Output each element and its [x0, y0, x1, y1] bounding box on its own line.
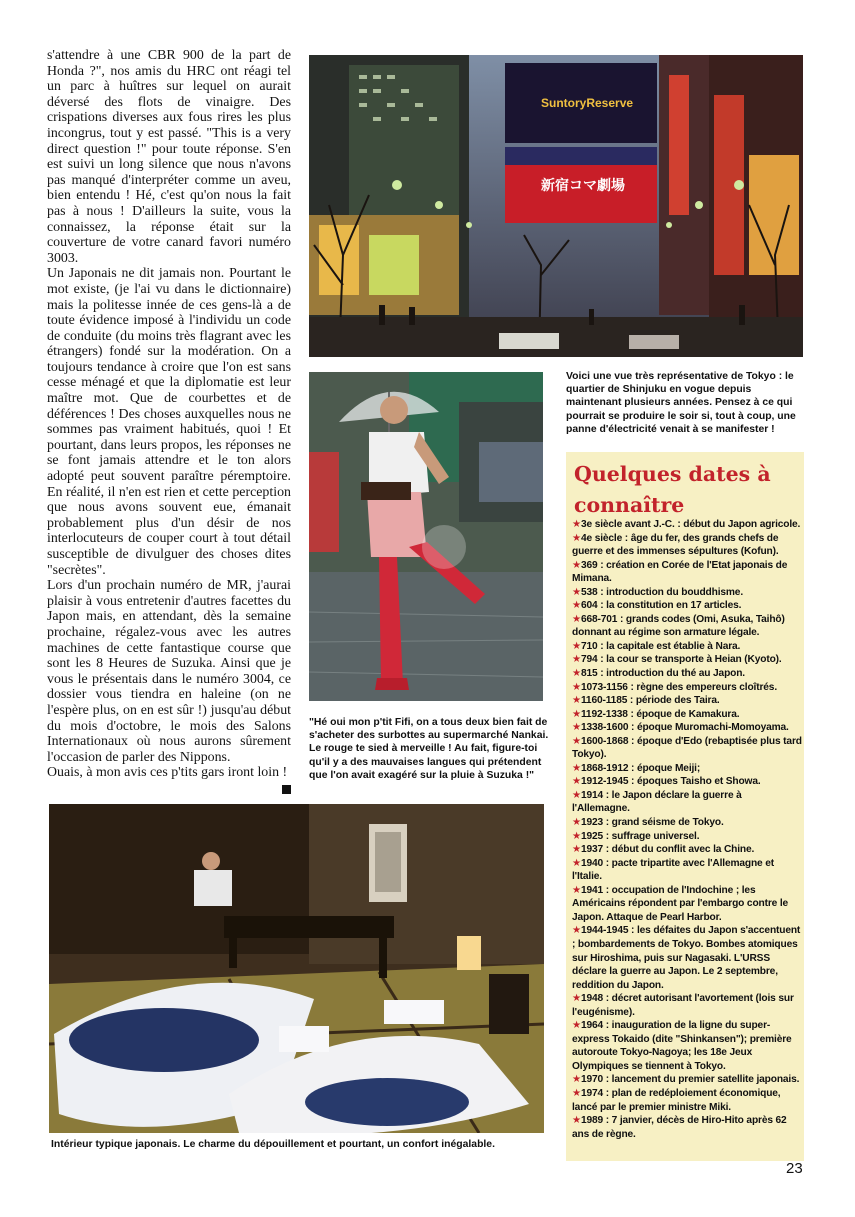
star-icon: ★ [572, 722, 581, 734]
date-entry [572, 1087, 802, 1114]
date-entry [572, 681, 802, 695]
star-icon: ★ [572, 532, 581, 544]
star-icon: ★ [572, 640, 581, 652]
date-entry-text: 794 : la cour se transporte à Heian (Kyoto). [580, 654, 782, 666]
article-paragraph: s'attendre à une CBR 900 de la part de Honda ?", nos amis du HRC ont réagi tel un parc à huîtres sur lequel on aurait déversé des flots de vinaigre. Des crispations diverses aux fous rires les plus incongrus, tout y est passé. "This is a very direct question !" pour toute réponse. S'en est suivi un long silence que nous n'avons pas manqué d'interpréter comme un aveu, bien entendu ! Hé, c'est qu'on nous la fait pas à nous ! D'ailleurs la suite, vous la connaissez, la réponse était sur la couverture de votre canard favori numéro 3003. [47, 48, 291, 266]
date-entry-text: 815 : introduction du thé au Japon. [580, 668, 745, 680]
date-entry-text: 1914 : le Japon déclare la guerre à l'Allemagne. [572, 789, 742, 815]
date-entry-text: 1940 : pacte tripartite avec l'Allemagne et l'Italie. [572, 857, 775, 883]
date-entry [572, 843, 802, 857]
end-mark [282, 785, 291, 794]
article-column [47, 48, 291, 794]
star-icon: ★ [572, 1074, 581, 1086]
shinjuku-caption: Voici une vue très représentative de Tokyo : le quartier de Shinjuku en vogue depuis maintenant plusieurs années. Pensez à ce qui pourrait se produire le soir si, tout à coup, une panne d'électricité venait à se manifester ! [566, 371, 796, 435]
star-icon: ★ [572, 1087, 581, 1099]
date-entry [572, 830, 802, 844]
date-entry [572, 816, 802, 830]
date-entry-text: 668-701 : grands codes (Omi, Asuka, Taihô) donnant au régime son armature légale. [572, 613, 785, 639]
date-entry [572, 586, 802, 600]
shinjuku-photo [309, 55, 803, 357]
star-icon: ★ [572, 519, 581, 530]
star-icon: ★ [572, 654, 581, 666]
dates-title: Quelques dates à connaître [574, 462, 771, 517]
date-entry-text: 1989 : 7 janvier, décès de Hiro-Hito après 62 ans de règne. [572, 1115, 787, 1140]
star-icon: ★ [572, 695, 581, 707]
date-entry-text: 1941 : occupation de l'Indochine ; les Américains répondent par l'embargo contre le Japon. Attaque de Pearl Harbor. [572, 884, 789, 923]
date-entry-text: 1944-1945 : les défaites du Japon s'accentuent ; bombardements de Tokyo. Bombes atomiques sur Hiroshima, puis sur Nagasaki. L'URSS déclare la guerre au Japon. Le 2 septembre, reddition du Japon. [572, 925, 801, 991]
date-entry [572, 613, 802, 640]
star-icon: ★ [572, 857, 581, 869]
date-entry-text: 1923 : grand séisme de Tokyo. [580, 817, 724, 829]
star-icon: ★ [572, 586, 581, 598]
star-icon: ★ [572, 762, 581, 774]
star-icon: ★ [572, 844, 581, 856]
date-entry [572, 735, 802, 762]
rain-caption: "Hé oui mon p'tit Fifi, on a tous deux bien fait de s'acheter des surbottes au supermarché Nankai. Le rouge te sied à merveille ! Au fait, figure-toi qu'il y a des mauvaises langues qui prétendent que l'on avait exagéré sur la pluie à Suzuka !" [309, 717, 549, 781]
man-in-rain-image [309, 372, 543, 701]
date-entry [572, 992, 802, 1019]
date-entry [572, 694, 802, 708]
date-entry-text: 1964 : inauguration de la ligne du super-express Tokaido (dite "Shinkansen"); première autoroute Tokyo-Nagoya; les 18e Jeux Olympiques se tiennent à Tokyo. [572, 1020, 792, 1072]
date-entry [572, 653, 802, 667]
interior-photo [49, 804, 544, 1133]
star-icon: ★ [572, 830, 581, 842]
japanese-room-image [49, 804, 544, 1133]
date-entry-text: 1192-1338 : époque de Kamakura. [580, 708, 740, 720]
star-icon: ★ [572, 789, 581, 801]
date-entry-text: 1868-1912 : époque Meiji; [580, 762, 701, 774]
date-entry [572, 559, 802, 586]
star-icon: ★ [572, 681, 581, 693]
star-icon: ★ [572, 776, 581, 788]
date-entry [572, 884, 802, 925]
star-icon: ★ [572, 613, 581, 625]
date-entry [572, 924, 802, 992]
date-entry-text: 1160-1185 : période des Taira. [580, 695, 720, 707]
page-number: 23 [786, 1160, 803, 1177]
date-entry-text: 1925 : suffrage universel. [580, 830, 700, 842]
star-icon: ★ [572, 1020, 581, 1032]
date-entry [572, 708, 802, 722]
article-paragraph: Un Japonais ne dit jamais non. Pourtant le mot existe, (je l'ai vu dans le dictionnaire) mais la politesse innée de ces gens-là a de toute évidence imposé à l'individu un code de conduite (du moins très flagrant avec les étrangers) fondé sur la modération. On a toujours tendance à croire que l'on est sans cesse ménagé et que la diplomatie est leur maître mot. Que de courbettes et de déférences ! Des choses auxquelles nous ne sommes pas vraiment habitués, quoi ! Et pourtant, dans leurs propos, les réponses ne se font jamais attendre et le ton alors adopté peut souvent paraître péremptoire. En réalité, il n'en est rien et cette perception que nous avons souvent eue, émanait probablement plus d'un désir de nos interlocuteurs de couper court à tout détail susceptible de divulguer des choses dites "secrètes". [47, 266, 291, 578]
date-entry-text: 4e siècle : âge du fer, des grands chefs de guerre et des immenses sépultures (Kofun). [572, 532, 779, 558]
billboard-text: SuntoryReserve [541, 96, 634, 110]
date-entry [572, 1019, 802, 1073]
interior-caption: Intérieur typique japonais. Le charme du dépouillement et pourtant, un confort inégalable. [51, 1139, 495, 1150]
star-icon: ★ [572, 600, 581, 612]
article-paragraph-last: Ouais, à mon avis ces p'tits gars iront loin ! [47, 765, 291, 781]
date-entry [572, 667, 802, 681]
star-icon: ★ [572, 559, 581, 571]
date-entry-text: 1937 : début du conflit avec la Chine. [580, 844, 755, 856]
date-entry [572, 1073, 802, 1087]
date-entry [572, 789, 802, 816]
date-entry-text: 604 : la constitution en 17 articles. [580, 600, 742, 612]
date-entry-text: 538 : introduction du bouddhisme. [580, 586, 743, 598]
date-entry-text: 369 : création en Corée de l'Etat japonais de Mimana. [572, 559, 788, 585]
date-entry [572, 599, 802, 613]
date-entry [572, 518, 802, 532]
dates-list [572, 518, 802, 1141]
star-icon: ★ [572, 884, 581, 896]
star-icon: ★ [572, 708, 581, 720]
star-icon: ★ [572, 925, 581, 937]
date-entry-text: 1948 : décret autorisant l'avortement (lois sur l'eugénisme). [572, 993, 794, 1018]
article-paragraph: Lors d'un prochain numéro de MR, j'aurai plaisir à vous entretenir d'autres facettes du Japon mais, en attendant, dès la semaine prochaine, régalez-vous avec les autres machines de cette fantastique course que sont les 8 Heures de Suzuka. Ainsi que je vous le présentais dans le numéro 3004, ce dossier vous tiendra en haleine (on ne l'espère plus, on en est sûr !) jusqu'au début du mois d'octobre, le mois des Salons Internationaux où nous aurons sûrement l'occasion de parler des Nippons. [47, 578, 291, 765]
date-entry-text: 1600-1868 : époque d'Edo (rebaptisée plus tard Tokyo). [572, 735, 802, 761]
date-entry [572, 857, 802, 884]
date-entry [572, 640, 802, 654]
rain-photo [309, 372, 543, 701]
star-icon: ★ [572, 993, 581, 1005]
star-icon: ★ [572, 668, 581, 680]
date-entry [572, 762, 802, 776]
date-entry [572, 532, 802, 559]
date-entry-text: 1073-1156 : règne des empereurs cloîtrés. [580, 681, 777, 693]
date-entry-text: 3e siècle avant J.-C. : début du Japon agricole. [580, 519, 801, 530]
date-entry-text: 710 : la capitale est établie à Nara. [580, 640, 741, 652]
date-entry-text: 1912-1945 : époques Taisho et Showa. [580, 776, 761, 788]
date-entry-text: 1338-1600 : époque Muromachi-Momoyama. [580, 722, 789, 734]
theater-sign-text: 新宿コマ劇場 [541, 178, 625, 194]
date-entry [572, 721, 802, 735]
star-icon: ★ [572, 817, 581, 829]
date-entry [572, 1114, 802, 1141]
date-entry [572, 775, 802, 789]
date-entry-text: 1974 : plan de redéploiement économique, lancé par le premier ministre Miki. [572, 1087, 781, 1113]
date-entry-text: 1970 : lancement du premier satellite japonais. [580, 1074, 800, 1086]
star-icon: ★ [572, 735, 581, 747]
shinjuku-street-image [309, 55, 803, 357]
star-icon: ★ [572, 1115, 581, 1127]
